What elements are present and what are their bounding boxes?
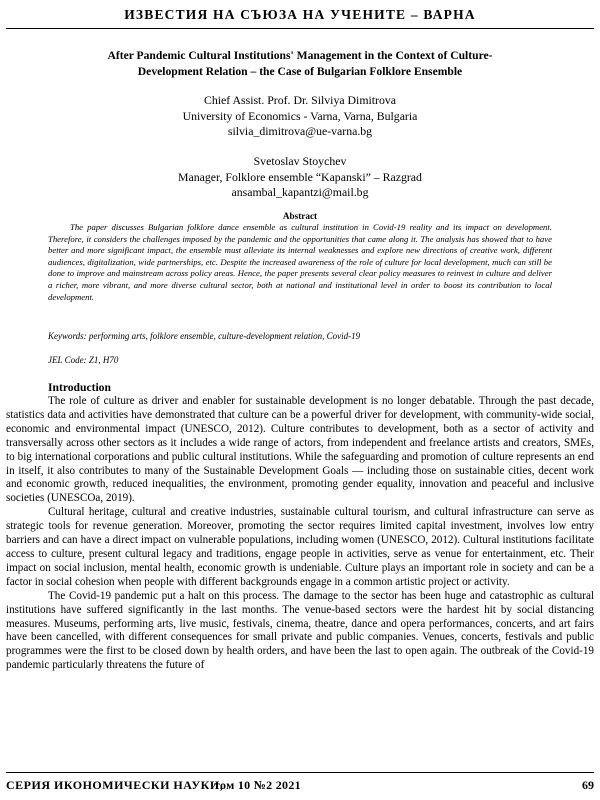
author-1-block bbox=[40, 93, 560, 140]
author-2-affiliation: Manager, Folklore ensemble “Kapanski” – Razgrad bbox=[178, 169, 422, 184]
author-1-email: silvia_dimitrova@ue-varna.bg bbox=[227, 124, 373, 138]
page-footer bbox=[6, 772, 594, 797]
title-line-2: Development Relation – the Case of Bulgarian Folklore Ensemble bbox=[137, 65, 463, 78]
author-2-name: Svetoslav Stoychev bbox=[253, 154, 347, 168]
author-1-affiliation: University of Economics - Varna, Varna, Bulgaria bbox=[182, 108, 418, 123]
title-line-1: After Pandemic Cultural Institutions' Management in the Context of Culture- bbox=[107, 49, 493, 62]
paragraph: The Covid-19 pandemic put a halt on this process. The damage to the sector has been huge and catastrophic as cultural institutions have suffered significantly in the last months. The venue-based sectors were the hardest hit by social distancing measures. Museums, performing arts, live music, festivals, cinema, theatre, dance and opera performances, concerts, and art fairs have been cancelled, with different consequences for small private and public companies. Venues, concerts, festivals and public programmes were the first to be closed down by health orders, and have been the last to open again. The outbreak of the Covid-19 pandemic particularly threatens the future of bbox=[6, 589, 594, 672]
running-head: ИЗВЕСТИЯ НА СЪЮЗА НА УЧЕНИТЕ – ВАРНА bbox=[6, 4, 594, 29]
abstract-heading: Abstract bbox=[282, 211, 318, 221]
author-2-block bbox=[40, 154, 560, 201]
author-2-email: ansambal_kapantzi@mail.bg bbox=[231, 185, 369, 199]
jel-code: JEL Code: Z1, H70 bbox=[48, 355, 119, 365]
author-1-name: Chief Assist. Prof. Dr. Silviya Dimitrova bbox=[203, 93, 397, 107]
keywords: Keywords: performing arts, folklore ensemble, culture-development relation, Covid-19 bbox=[48, 331, 361, 341]
introduction-body bbox=[6, 395, 594, 673]
page-number: 69 bbox=[582, 778, 594, 792]
paragraph: The role of culture as driver and enabler for sustainable development is no longer debatable. Through the past decade, statistics data and activities have demonstrated that culture can be a powerful driver for development, with community-wide social, economic and environmental impact (UNESCO, 2012). Culture contributes to development, both as a sector of activity and transversally across other sectors as it includes a wide range of actors, from independent and freelance artists and creators, SMEs, to big international corporations and public cultural institutions. While the safeguarding and promotion of culture represents an end in itself, it also contributes to many of the Sustainable Development Goals — including those on sustainable cities, decent work and economic growth, reduced inequalities, the environment, promoting gender equality, innovation and peaceful and inclusive societies (UNESCOa, 2019). bbox=[6, 395, 594, 505]
paper-title bbox=[40, 48, 560, 80]
footer-volume: том 10 №2 2021 bbox=[214, 778, 301, 792]
paragraph: Cultural heritage, cultural and creative industries, sustainable cultural tourism, and cultural infrastructure can serve as strategic tools for revenue generation. Moreover, promoting the sector requires limited capital investment, involves low entry barriers and can have a direct impact on vulnerable populations, including women (UNESCO, 2012). Cultural institutions facilitate access to culture, present cultural legacy and traditions, engage people in activities, serve as venue for entertainment, etc. Their impact on social inclusion, mental health, economic growth is undeniable. Culture plays an important role in society and can be a factor in social cohesion when people with different backgrounds engage in a common artistic project or activity. bbox=[6, 506, 594, 588]
footer-series: СЕРИЯ ИКОНОМИЧЕСКИ НАУКИ, bbox=[6, 778, 224, 792]
section-heading-introduction: Introduction bbox=[48, 381, 111, 394]
abstract-text: The paper discusses Bulgarian folklore dance ensemble as cultural institution in Covid-19 reality and its impact on development. Therefore, it considers the challenges imposed by the pandemic and the opportunities that came along it. The analysis has showed that to have better and more significant impact, the ensemble must alleviate its internal weaknesses and explore new directions of creative work, different audiences, digitalization, wide partnerships, etc. Despite the increased awareness of the role of culture for local development, much can still be done to improve and mainstream across policy areas. Hence, the paper presents several clear policy measures to reinvest in culture and deliver a richer, more vibrant, and more diverse cultural sector, both at national and institutional level in order to boost its contribution to local development. bbox=[48, 222, 552, 302]
